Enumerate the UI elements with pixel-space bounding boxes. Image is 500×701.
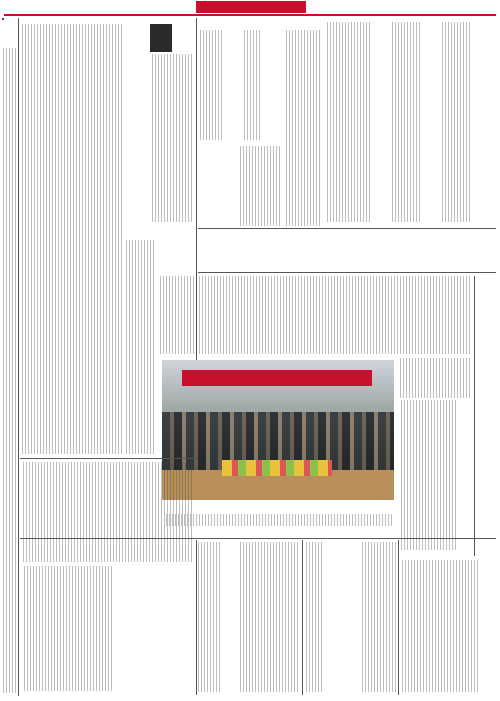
masthead-logo [196, 1, 306, 13]
bottom-rule-1 [196, 540, 197, 695]
editorial-body-right [152, 54, 192, 222]
photo-offerings [222, 460, 332, 476]
bottom-row-rule [20, 538, 496, 539]
bottom-rule-2 [302, 540, 303, 695]
bottom-mid1-body [198, 542, 220, 692]
right-brief-body-2 [390, 22, 420, 222]
main-sub-rule [198, 272, 496, 273]
news-photo [162, 360, 394, 500]
right-column-rule [474, 276, 475, 556]
bottom-left-body [22, 566, 112, 691]
bottom-mid1-body-2 [238, 542, 298, 692]
right-brief-body-3 [326, 22, 370, 222]
bottom-rule-3 [398, 540, 399, 695]
editorial-body [22, 24, 122, 454]
left-strip-rule [18, 18, 19, 696]
mid-left-body [22, 462, 192, 562]
left-strip-text [2, 48, 16, 693]
editorial-label [150, 24, 172, 52]
header-rule [4, 14, 496, 16]
bottom-mid2-body [306, 542, 322, 692]
right-story-body [400, 400, 456, 550]
main-top-rule [198, 228, 496, 229]
main-story-body [160, 276, 470, 354]
photo-banner [182, 370, 372, 386]
brief-body-1 [244, 30, 260, 140]
bottom-mid2-body-2 [360, 542, 396, 692]
brief-body-2 [200, 30, 222, 140]
brief-body-4 [284, 30, 320, 226]
main-story-body-2 [400, 358, 470, 398]
left-strip-tag [2, 18, 4, 20]
editorial-body-2 [124, 240, 154, 454]
right-brief-body-1 [440, 22, 470, 222]
photo-caption-body [164, 514, 392, 526]
brief-body-3 [240, 146, 280, 226]
editorial-bottom-rule [20, 458, 198, 459]
bottom-right-body [402, 560, 478, 692]
